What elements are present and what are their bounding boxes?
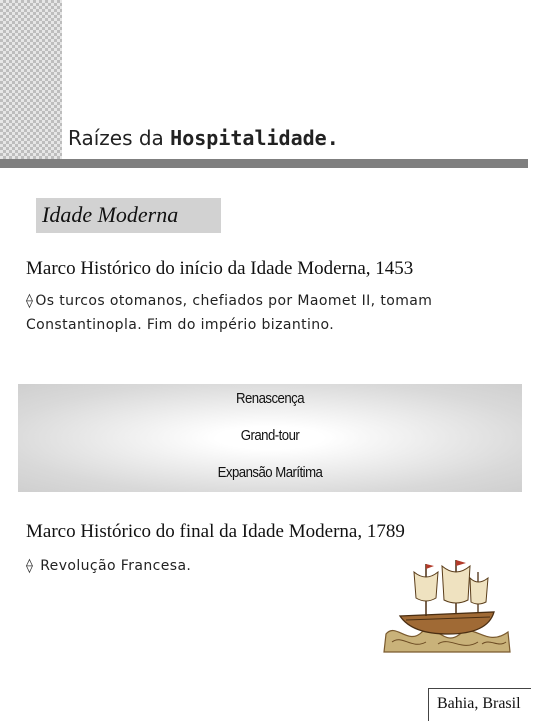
bullet-1-line-2: Constantinopla. Fim do império bizantino. [26, 317, 335, 333]
slide-title [68, 126, 339, 150]
bullet-1-text-1: Os turcos otomanos, chefiados por Maomet II, tomam [35, 293, 433, 309]
bullet-glyph-icon: ⟠ [26, 293, 34, 309]
title-underline-bar [0, 159, 528, 168]
title-prefix: Raízes da [68, 126, 171, 150]
topics-box [18, 384, 522, 492]
decorative-pattern-bar [0, 0, 62, 168]
marco-inicio: Marco Histórico do início da Idade Moderna, 1453 [26, 258, 414, 279]
bullet-glyph-icon: ⟠ [26, 558, 34, 574]
bullet-2-text: Revolução Francesa. [40, 558, 192, 574]
caravel-ship-icon [378, 556, 516, 656]
marco-final: Marco Histórico do final da Idade Moderna, 1789 [26, 521, 405, 542]
bullet-2 [26, 558, 191, 574]
section-label: Idade Moderna [42, 202, 179, 227]
topic-expansao-maritima: Expansão Marítima [217, 464, 323, 481]
topic-renascenca: Renascença [235, 390, 305, 407]
bullet-1-line-1 [26, 293, 432, 309]
topic-grand-tour: Grand-tour [240, 427, 300, 444]
title-bold: Hospitalidade. [170, 126, 339, 150]
footer-location: Bahia, Brasil [437, 695, 521, 712]
